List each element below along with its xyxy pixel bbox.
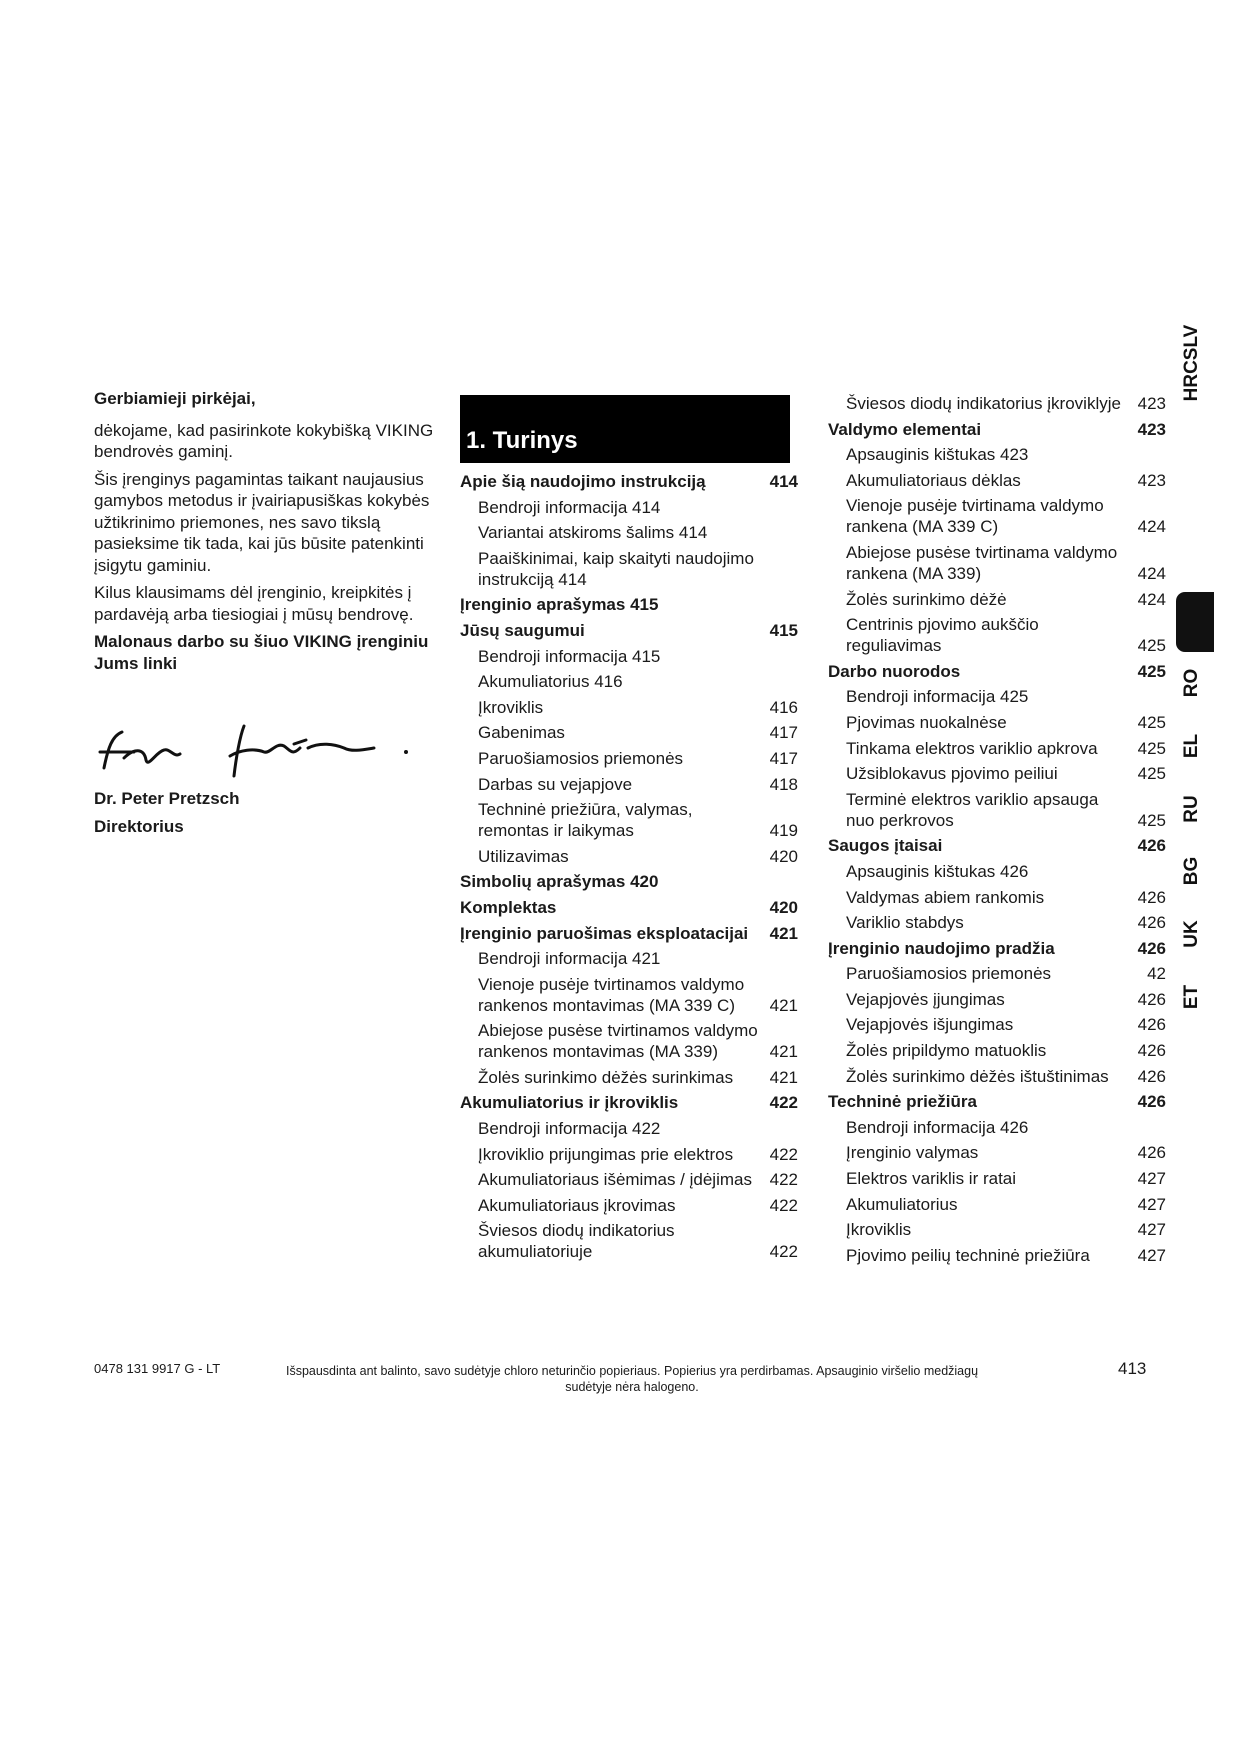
toc-entry-page: 426	[1137, 887, 1166, 907]
toc-subsection[interactable]	[460, 697, 798, 718]
toc-entry-title: Bendroji informacija 414	[478, 497, 661, 517]
toc-entry-title: Akumuliatorius 416	[478, 672, 623, 692]
toc-section[interactable]	[460, 471, 798, 492]
toc-subsection[interactable]	[460, 974, 798, 1016]
toc-subsection[interactable]	[460, 1067, 798, 1088]
signature-image	[94, 718, 434, 788]
toc-subsection[interactable]	[460, 1169, 798, 1190]
toc-subsection[interactable]	[828, 614, 1166, 656]
toc-entry-page: 422	[769, 1144, 798, 1164]
toc-entry-page: 426	[1137, 1041, 1166, 1061]
toc-entry-page: 421	[769, 995, 798, 1015]
toc-entry-title: Žolės surinkimo dėžė	[846, 589, 1007, 609]
toc-column-1	[460, 395, 798, 1267]
toc-entry-page: 415	[769, 620, 798, 640]
toc-entry-title: Šviesos diodų indikatorius akumuliatoriuje	[478, 1221, 675, 1262]
intro-paragraph-3: Kilus klausimams dėl įrenginio, kreipkitės į pardavėją arba tiesiogiai į mūsų bendrovę.	[94, 583, 414, 624]
toc-subsection[interactable]	[828, 542, 1166, 584]
signer-name: Dr. Peter Pretzsch	[94, 789, 240, 808]
toc-subsection[interactable]	[460, 1020, 798, 1062]
toc-entry-title: Terminė elektros variklio apsauga nuo perkrovos	[846, 789, 1099, 830]
intro-paragraph-2: Šis įrenginys pagamintas taikant naujausius gamybos metodus ir įvairiapusiškas kokybės užtikrinimo priemones, nes savo tikslą pasieksime tik tada, kai jūs būsite patenkinti įsigytu gaminiu.	[94, 469, 430, 575]
language-tabs	[1170, 324, 1214, 1032]
toc-entry-page: 426	[1137, 1092, 1166, 1112]
toc-section[interactable]	[828, 938, 1166, 959]
toc-entry-page: 414	[769, 472, 798, 491]
toc-entry-title: Akumuliatorius	[846, 1194, 958, 1214]
toc-subsection[interactable]	[828, 444, 1166, 465]
toc-entry-title: Paruošiamosios priemonės	[846, 964, 1052, 984]
toc-entry-page: 425	[1137, 810, 1166, 830]
toc-entry-page: 422	[769, 1242, 798, 1262]
lang-tab-bg[interactable]: BG	[1181, 856, 1202, 886]
toc-entry-title: Valdymas abiem rankomis	[846, 887, 1045, 907]
toc-entry-title: Šviesos diodų indikatorius įkroviklyje	[846, 394, 1121, 413]
toc-subsection[interactable]	[460, 548, 798, 590]
toc-section[interactable]	[828, 419, 1166, 440]
toc-subsection[interactable]	[460, 1220, 798, 1262]
signer-role: Direktorius	[94, 816, 184, 836]
intro-letter	[94, 388, 434, 843]
toc-entry-page: 424	[1137, 563, 1166, 583]
toc-entry-title: Darbas su vejapjove	[478, 774, 633, 794]
toc-subsection[interactable]	[828, 393, 1166, 414]
toc-entry-title: Paruošiamosios priemonės	[478, 748, 684, 768]
toc-subsection[interactable]	[828, 1219, 1166, 1240]
toc-entry-title: Utilizavimas	[478, 846, 569, 866]
toc-list-1	[460, 471, 798, 1262]
toc-entry-page: 420	[769, 897, 798, 917]
toc-subsection[interactable]	[460, 799, 798, 841]
toc-entry-page: 423	[1137, 394, 1166, 413]
toc-entry-page: 416	[769, 697, 798, 717]
toc-subsection[interactable]	[460, 1118, 798, 1139]
toc-subsection[interactable]	[460, 1144, 798, 1165]
toc-entry-title: Gabenimas	[478, 723, 565, 743]
toc-subsection[interactable]	[828, 712, 1166, 733]
toc-entry-page: 424	[1137, 517, 1166, 537]
toc-entry-title: Abiejose pusėse tvirtinamos valdymo rankenos montavimas (MA 339)	[478, 1021, 758, 1062]
toc-subsection[interactable]	[828, 763, 1166, 784]
toc-entry-title: Bendroji informacija 426	[846, 1117, 1029, 1137]
lang-tab-hrcslv[interactable]: HRCSLV	[1181, 324, 1202, 402]
toc-section[interactable]	[828, 835, 1166, 856]
toc-section[interactable]	[460, 1092, 798, 1113]
document-code: 0478 131 9917 G - LT	[94, 1361, 221, 1376]
toc-entry-title: Pjovimas nuokalnėse	[846, 712, 1007, 732]
toc-subsection[interactable]	[460, 646, 798, 667]
toc-entry-page: 426	[1137, 989, 1166, 1009]
toc-entry-page: 427	[1137, 1194, 1166, 1214]
toc-entry-page: 421	[769, 1042, 798, 1062]
toc-entry-title: Užsiblokavus pjovimo peiliui	[846, 764, 1058, 784]
toc-entry-title: Įkroviklis	[846, 1220, 912, 1240]
toc-entry-title: Akumuliatoriaus išėmimas / įdėjimas	[478, 1170, 752, 1190]
toc-entry-title: Bendroji informacija 425	[846, 687, 1029, 707]
toc-title: 1. Turinys	[460, 395, 790, 463]
toc-entry-title: Darbo nuorodos	[828, 661, 961, 681]
toc-entry-title: Centrinis pjovimo aukščio reguliavimas	[846, 615, 1039, 656]
intro-paragraph-1: dėkojame, kad pasirinkote kokybišką VIKING bendrovės gaminį.	[94, 420, 434, 461]
toc-subsection[interactable]	[828, 1245, 1166, 1266]
page-number: 413	[1118, 1359, 1147, 1378]
toc-subsection[interactable]	[828, 789, 1166, 831]
toc-subsection[interactable]	[828, 1014, 1166, 1035]
toc-entry-page: 422	[769, 1093, 798, 1113]
toc-entry-title: Elektros variklis ir ratai	[846, 1169, 1017, 1189]
closing-line: Malonaus darbo su šiuo VIKING įrenginiu Jums linki	[94, 632, 429, 673]
toc-entry-title: Žolės pripildymo matuoklis	[846, 1041, 1047, 1061]
toc-entry-page: 427	[1137, 1220, 1166, 1240]
toc-entry-page: 423	[1137, 470, 1166, 490]
toc-entry-title: Žolės surinkimo dėžės surinkimas	[478, 1067, 734, 1087]
toc-subsection[interactable]	[828, 861, 1166, 882]
toc-entry-title: Komplektas	[460, 897, 557, 917]
toc-entry-title: Variantai atskiroms šalims 414	[478, 523, 708, 543]
toc-subsection[interactable]	[460, 497, 798, 518]
lang-tab-ru[interactable]: RU	[1181, 795, 1202, 823]
lang-tab-ro[interactable]: RO	[1181, 668, 1202, 698]
toc-entry-title: Vienoje pusėje tvirtinamos valdymo rankenos montavimas (MA 339 C)	[478, 974, 745, 1015]
toc-subsection[interactable]	[828, 912, 1166, 933]
toc-entry-title: Vejapjovės įjungimas	[846, 989, 1005, 1009]
paper-note: Išspausdinta ant balinto, savo sudėtyje chloro neturinčio popieriaus. Popierius yra perdirbamas. Apsauginio viršelio medžiagų sudėtyje nėra halogeno.	[285, 1364, 979, 1394]
toc-entry-page: 426	[1137, 1143, 1166, 1163]
toc-entry-page: 426	[1137, 1066, 1166, 1086]
toc-entry-page: 422	[769, 1195, 798, 1215]
toc-entry-page: 422	[769, 1170, 798, 1190]
toc-section[interactable]	[460, 923, 798, 944]
toc-entry-title: Žolės surinkimo dėžės ištuštinimas	[846, 1066, 1109, 1086]
toc-entry-title: Valdymo elementai	[828, 419, 982, 439]
toc-entry-page: 424	[1137, 589, 1166, 609]
toc-entry-page: 420	[769, 846, 798, 866]
toc-subsection[interactable]	[460, 774, 798, 795]
toc-entry-title: Apsauginis kištukas 426	[846, 861, 1029, 881]
toc-entry-page: 417	[769, 723, 798, 743]
toc-column-2	[828, 393, 1166, 1270]
toc-subsection[interactable]	[828, 1040, 1166, 1061]
toc-entry-page: 423	[1137, 419, 1166, 439]
toc-entry-title: Įkroviklis	[478, 697, 544, 717]
toc-entry-title: Techninė priežiūra	[828, 1092, 977, 1112]
toc-subsection[interactable]	[828, 495, 1166, 537]
toc-entry-page: 426	[1137, 836, 1166, 856]
toc-section[interactable]	[828, 661, 1166, 682]
toc-subsection[interactable]	[460, 748, 798, 769]
toc-entry-title: Įrenginio paruošimas eksploatacijai	[460, 923, 749, 943]
toc-subsection[interactable]	[460, 671, 798, 692]
toc-subsection[interactable]	[460, 1195, 798, 1216]
toc-entry-title: Jūsų saugumui	[460, 620, 585, 640]
toc-section[interactable]	[460, 620, 798, 641]
toc-section[interactable]	[460, 871, 798, 892]
toc-subsection[interactable]	[828, 963, 1166, 984]
toc-entry-page: 425	[1137, 661, 1166, 681]
toc-subsection[interactable]	[460, 846, 798, 867]
toc-entry-title: Įkroviklio prijungimas prie elektros	[478, 1144, 734, 1164]
toc-entry-page: 426	[1137, 1015, 1166, 1035]
toc-entry-page: 426	[1137, 913, 1166, 933]
toc-entry-page: 427	[1137, 1245, 1166, 1265]
toc-entry-title: Tinkama elektros variklio apkrova	[846, 738, 1098, 758]
toc-entry-title: Vejapjovės išjungimas	[846, 1015, 1014, 1035]
toc-subsection[interactable]	[828, 1117, 1166, 1138]
toc-entry-title: Įrenginio valymas	[846, 1143, 979, 1163]
toc-entry-page: 419	[769, 821, 798, 841]
toc-entry-page: 42	[1147, 964, 1166, 984]
toc-entry-page: 421	[769, 923, 798, 943]
toc-section[interactable]	[460, 897, 798, 918]
toc-entry-title: Akumuliatoriaus įkrovimas	[478, 1195, 676, 1215]
toc-subsection[interactable]	[828, 989, 1166, 1010]
active-language-marker	[1176, 592, 1214, 652]
toc-entry-page: 425	[1137, 712, 1166, 732]
toc-entry-title: Bendroji informacija 415	[478, 646, 661, 666]
toc-entry-page: 425	[1137, 738, 1166, 758]
toc-subsection[interactable]	[828, 1168, 1166, 1189]
greeting: Gerbiamieji pirkėjai,	[94, 389, 256, 408]
toc-section[interactable]	[460, 594, 798, 615]
toc-entry-title: Simbolių aprašymas 420	[460, 872, 659, 892]
toc-subsection[interactable]	[460, 948, 798, 969]
toc-entry-title: Bendroji informacija 421	[478, 949, 661, 969]
toc-entry-title: Įrenginio aprašymas 415	[460, 595, 659, 615]
toc-entry-title: Abiejose pusėse tvirtinama valdymo rankena (MA 339)	[846, 542, 1118, 583]
toc-entry-title: Variklio stabdys	[846, 913, 964, 933]
toc-entry-page: 426	[1137, 938, 1166, 958]
toc-entry-page: 417	[769, 748, 798, 768]
toc-entry-title: Įrenginio naudojimo pradžia	[828, 938, 1055, 958]
toc-subsection[interactable]	[460, 722, 798, 743]
toc-entry-page: 425	[1137, 764, 1166, 784]
toc-entry-title: Bendroji informacija 422	[478, 1119, 661, 1139]
toc-entry-title: Apie šią naudojimo instrukciją	[460, 472, 706, 491]
toc-subsection[interactable]	[460, 522, 798, 543]
toc-list-2	[828, 393, 1166, 1266]
toc-entry-title: Apsauginis kištukas 423	[846, 445, 1029, 465]
toc-subsection[interactable]	[828, 887, 1166, 908]
toc-entry-page: 425	[1137, 636, 1166, 656]
toc-section[interactable]	[828, 1091, 1166, 1112]
lang-tab-et[interactable]: ET	[1181, 984, 1202, 1010]
toc-entry-title: Paaiškinimai, kaip skaityti naudojimo instrukciją 414	[478, 548, 754, 589]
toc-entry-page: 418	[769, 774, 798, 794]
toc-subsection[interactable]	[828, 589, 1166, 610]
toc-entry-title: Pjovimo peilių techninė priežiūra	[846, 1245, 1090, 1265]
toc-entry-title: Vienoje pusėje tvirtinama valdymo rankena (MA 339 C)	[846, 496, 1104, 537]
lang-tab-uk[interactable]: UK	[1181, 920, 1202, 948]
lang-tab-el[interactable]: EL	[1181, 733, 1202, 759]
toc-subsection[interactable]	[828, 1066, 1166, 1087]
toc-subsection[interactable]	[828, 1142, 1166, 1163]
toc-subsection[interactable]	[828, 686, 1166, 707]
toc-subsection[interactable]	[828, 470, 1166, 491]
toc-subsection[interactable]	[828, 1194, 1166, 1215]
toc-entry-title: Akumuliatorius ir įkroviklis	[460, 1093, 679, 1113]
toc-entry-title: Saugos įtaisai	[828, 836, 943, 856]
toc-entry-title: Techninė priežiūra, valymas, remontas ir laikymas	[478, 800, 693, 841]
toc-subsection[interactable]	[828, 738, 1166, 759]
toc-entry-page: 427	[1137, 1169, 1166, 1189]
toc-entry-page: 421	[769, 1067, 798, 1087]
toc-entry-title: Akumuliatoriaus dėklas	[846, 470, 1021, 490]
